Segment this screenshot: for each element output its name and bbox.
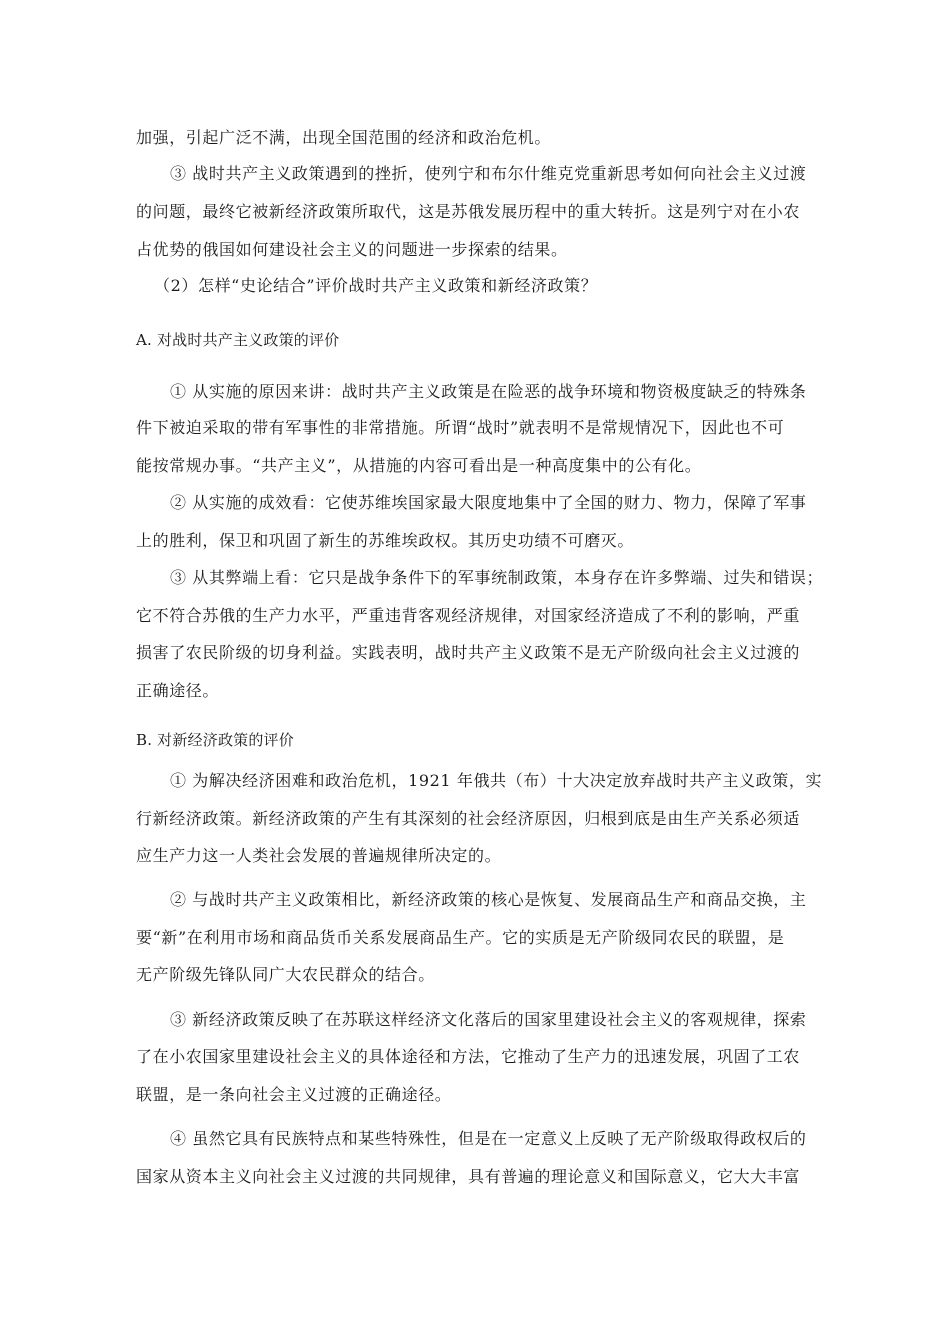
text-line: ① 从实施的原因来讲：战时共产主义政策是在险恶的战争环境和物资极度缺乏的特殊条 xyxy=(170,382,807,401)
text-line: ① 为解决经济困难和政治危机，1921 年俄共（布）十大决定放弃战时共产主义政策，实 xyxy=(170,771,823,790)
text-line: 的问题，最终它被新经济政策所取代，这是苏俄发展历程中的重大转折。这是列宁对在小农 xyxy=(136,202,801,221)
text-line: 了在小农国家里建设社会主义的具体途径和方法，它推动了生产力的迅速发展，巩固了工农 xyxy=(136,1047,801,1066)
text-line: ② 从实施的成效看：它使苏维埃国家最大限度地集中了全国的财力、物力，保障了军事 xyxy=(170,493,807,512)
text-line: ④ 虽然它具有民族特点和某些特殊性，但是在一定意义上反映了无产阶级取得政权后的 xyxy=(170,1129,807,1148)
text-line: ③ 从其弊端上看：它只是战争条件下的军事统制政策，本身存在许多弊端、过失和错误； xyxy=(170,568,824,587)
section-heading-b: B. 对新经济政策的评价 xyxy=(136,731,294,749)
text-line: 国家从资本主义向社会主义过渡的共同规律，具有普遍的理论意义和国际意义，它大大丰富 xyxy=(136,1167,801,1186)
section-heading-a: A. 对战时共产主义政策的评价 xyxy=(136,331,340,349)
text-line: 联盟，是一条向社会主义过渡的正确途径。 xyxy=(136,1085,452,1104)
text-line: 要“新”在利用市场和商品货币关系发展商品生产。它的实质是无产阶级同农民的联盟，是 xyxy=(136,928,785,947)
text-line: 加强，引起广泛不满，出现全国范围的经济和政治危机。 xyxy=(136,128,552,147)
text-line: 上的胜利，保卫和巩固了新生的苏维埃政权。其历史功绩不可磨灭。 xyxy=(136,531,635,550)
text-line: 件下被迫采取的带有军事性的非常措施。所谓“战时”就表明不是常规情况下，因此也不可 xyxy=(136,418,785,437)
text-line: ③ 新经济政策反映了在苏联这样经济文化落后的国家里建设社会主义的客观规律，探索 xyxy=(170,1010,807,1029)
text-line: 应生产力这一人类社会发展的普遍规律所决定的。 xyxy=(136,846,502,865)
text-line: 损害了农民阶级的切身利益。实践表明，战时共产主义政策不是无产阶级向社会主义过渡的 xyxy=(136,643,801,662)
text-line: 能按常规办事。“共产主义”，从措施的内容可看出是一种高度集中的公有化。 xyxy=(136,456,702,475)
text-line: ② 与战时共产主义政策相比，新经济政策的核心是恢复、发展商品生产和商品交换，主 xyxy=(170,890,807,909)
text-line: 行新经济政策。新经济政策的产生有其深刻的社会经济原因，归根到底是由生产关系必须适 xyxy=(136,809,801,828)
text-line: ③ 战时共产主义政策遇到的挫折，使列宁和布尔什维克党重新思考如何向社会主义过渡 xyxy=(170,164,807,183)
text-line: 正确途径。 xyxy=(136,681,220,700)
text-line: 占优势的俄国如何建设社会主义的问题进一步探索的结果。 xyxy=(136,240,568,259)
section-question: （2）怎样“史论结合”评价战时共产主义政策和新经济政策？ xyxy=(154,276,598,295)
text-line: 它不符合苏俄的生产力水平，严重违背客观经济规律，对国家经济造成了不利的影响，严重 xyxy=(136,606,801,625)
text-line: 无产阶级先锋队同广大农民群众的结合。 xyxy=(136,965,435,984)
